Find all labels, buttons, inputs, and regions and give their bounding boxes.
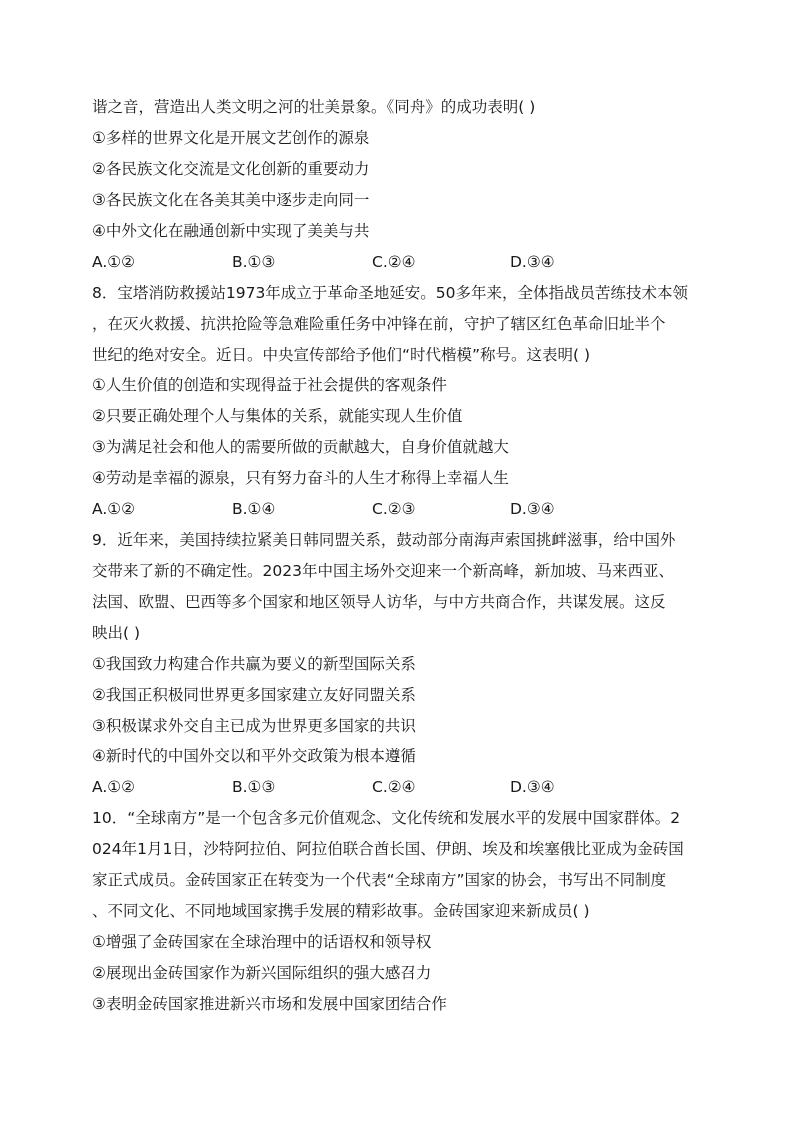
text-line: 、不同文化、不同地域国家携手发展的精彩故事。金砖国家迎来新成员( ) [92, 902, 590, 920]
option-a: A.①② [92, 500, 136, 518]
text-line: 谐之音，营造出人类文明之河的壮美景象。《同舟》的成功表明( ) [92, 98, 536, 116]
option-b: B.①③ [232, 253, 276, 271]
option-b: B.①③ [232, 778, 276, 796]
option-c: C.②③ [372, 500, 416, 518]
text-line: ①人生价值的创造和实现得益于社会提供的客观条件 [92, 376, 447, 394]
option-d: D.③④ [510, 778, 555, 796]
text-line: ①我国致力构建合作共赢为要义的新型国际关系 [92, 655, 416, 673]
text-line: ③积极谋求外交自主已成为世界更多国家的共识 [92, 717, 416, 735]
text-line: ④新时代的中国外交以和平外交政策为根本遵循 [92, 747, 416, 765]
text-line: ②只要正确处理个人与集体的关系，就能实现人生价值 [92, 407, 463, 425]
text-line: 交带来了新的不确定性。2023年中国主场外交迎来一个新高峰，新加坡、马来西亚、 [92, 562, 674, 580]
option-c: C.②④ [372, 778, 416, 796]
text-line: ③表明金砖国家推进新兴市场和发展中国家团结合作 [92, 995, 447, 1013]
text-line: ②展现出金砖国家作为新兴国际组织的强大感召力 [92, 964, 432, 982]
text-line: 世纪的绝对安全。近日。中央宣传部给予他们“时代楷模”称号。这表明( ) [92, 346, 591, 364]
text-line: ①多样的世界文化是开展文艺创作的源泉 [92, 129, 370, 147]
question-8-text: 8．宝塔消防救援站1973年成立于革命圣地延安。50多年来，全体指战员苦练技术本领 [92, 284, 689, 302]
text-line: ②各民族文化交流是文化创新的重要动力 [92, 160, 370, 178]
question-9-text: 9．近年来，美国持续拉紧美日韩同盟关系，鼓动部分南海声索国挑衅滋事，给中国外 [92, 531, 676, 549]
text-line: 法国、欧盟、巴西等多个国家和地区领导人访华，与中方共商合作，共谋发展。这反 [92, 593, 666, 611]
option-d: D.③④ [510, 253, 555, 271]
text-line: ③各民族文化在各美其美中逐步走向同一 [92, 191, 370, 209]
text-line: ④中外文化在融通创新中实现了美美与共 [92, 222, 370, 240]
text-line: 024年1月1日，沙特阿拉伯、阿拉伯联合酋长国、伊朗、埃及和埃塞俄比亚成为金砖国 [92, 840, 684, 858]
text-line: ①增强了金砖国家在全球治理中的话语权和领导权 [92, 933, 432, 951]
text-line: ④劳动是幸福的源泉，只有努力奋斗的人生才称得上幸福人生 [92, 469, 509, 487]
option-a: A.①② [92, 253, 136, 271]
option-c: C.②④ [372, 253, 416, 271]
text-line: 映出( ) [92, 624, 141, 642]
option-a: A.①② [92, 778, 136, 796]
option-b: B.①④ [232, 500, 276, 518]
text-line: ，在灭火救援、抗洪抢险等急难险重任务中冲锋在前，守护了辖区红色革命旧址半个 [92, 315, 666, 333]
option-d: D.③④ [510, 500, 555, 518]
text-line: 家正式成员。金砖国家正在转变为一个代表“全球南方”国家的协会，书写出不同制度 [92, 871, 667, 889]
text-line: ③为满足社会和他人的需要所做的贡献越大，自身价值就越大 [92, 438, 509, 456]
text-line: ②我国正积极同世界更多国家建立友好同盟关系 [92, 686, 416, 704]
question-10-text: 10．“全球南方”是一个包含多元价值观念、文化传统和发展水平的发展中国家群体。2 [92, 809, 681, 827]
